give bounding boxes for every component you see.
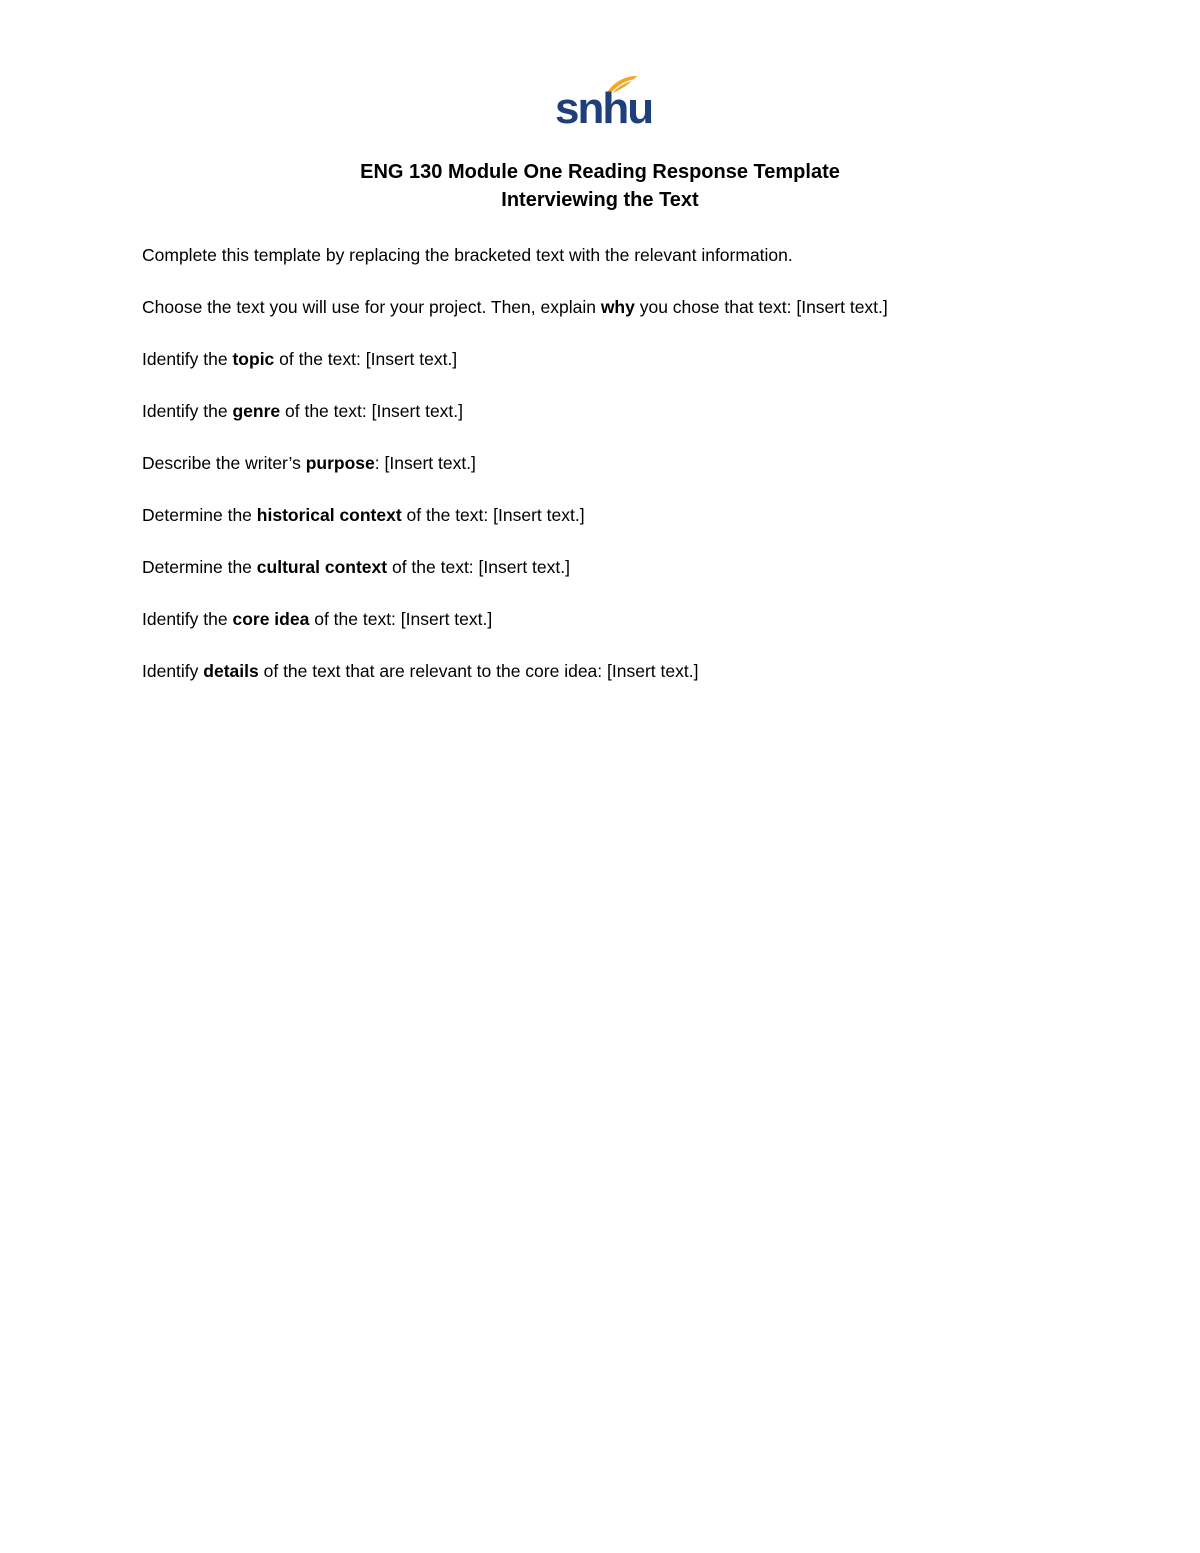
prompt-text: Describe the writer’s [142,453,306,473]
placeholder-text[interactable]: [Insert text.] [493,505,585,525]
prompt-keyword: cultural context [256,557,388,577]
prompt-text: : [374,453,385,473]
prompt-why [142,294,1082,320]
logo-wordmark: snhu [555,84,653,133]
prompt-genre [142,398,1082,424]
document-title [0,158,1200,214]
placeholder-text[interactable]: [Insert text.] [371,401,464,421]
placeholder-text[interactable]: [Insert text.] [384,453,476,473]
prompt-text: of the text: [309,609,401,629]
prompt-text: of the text: [280,401,372,421]
placeholder-text[interactable]: [Insert text.] [400,609,493,629]
prompt-keyword: historical context [256,505,402,525]
prompt-keyword: purpose [305,453,375,473]
placeholder-text[interactable]: [Insert text.] [796,297,888,317]
prompt-text: Identify the [142,349,233,369]
document-body [142,242,1082,710]
prompt-historical-context [142,502,1082,528]
placeholder-text[interactable]: [Insert text.] [607,661,699,681]
prompt-text: Identify the [142,609,233,629]
prompt-core-idea [142,606,1082,632]
prompt-details [142,658,1082,684]
prompt-text: of the text that are relevant to the core idea: [258,661,608,681]
prompt-keyword: genre [232,401,281,421]
prompt-topic [142,346,1082,372]
prompt-text: Determine the [142,557,257,577]
placeholder-text[interactable]: [Insert text.] [365,349,458,369]
placeholder-text[interactable]: [Insert text.] [478,557,570,577]
prompt-text: of the text: [387,557,479,577]
instructions-paragraph: Complete this template by replacing the bracketed text with the relevant information. [142,245,793,265]
prompt-text: Determine the [142,505,257,525]
title-line-2: Interviewing the Text [501,189,699,211]
prompt-purpose [142,450,1082,476]
prompt-keyword: why [600,297,635,317]
prompt-keyword: details [203,661,259,681]
prompt-text: of the text: [274,349,366,369]
prompt-text: Choose the text you will use for your project. Then, explain [142,297,601,317]
prompt-keyword: topic [232,349,275,369]
snhu-logo [555,74,653,134]
prompt-text: you chose that text: [634,297,797,317]
prompt-text: Identify the [142,401,233,421]
prompt-cultural-context [142,554,1082,580]
title-line-1: ENG 130 Module One Reading Response Template [360,161,840,183]
prompt-text: Identify [142,661,204,681]
prompt-text: of the text: [401,505,494,525]
prompt-keyword: core idea [232,609,310,629]
